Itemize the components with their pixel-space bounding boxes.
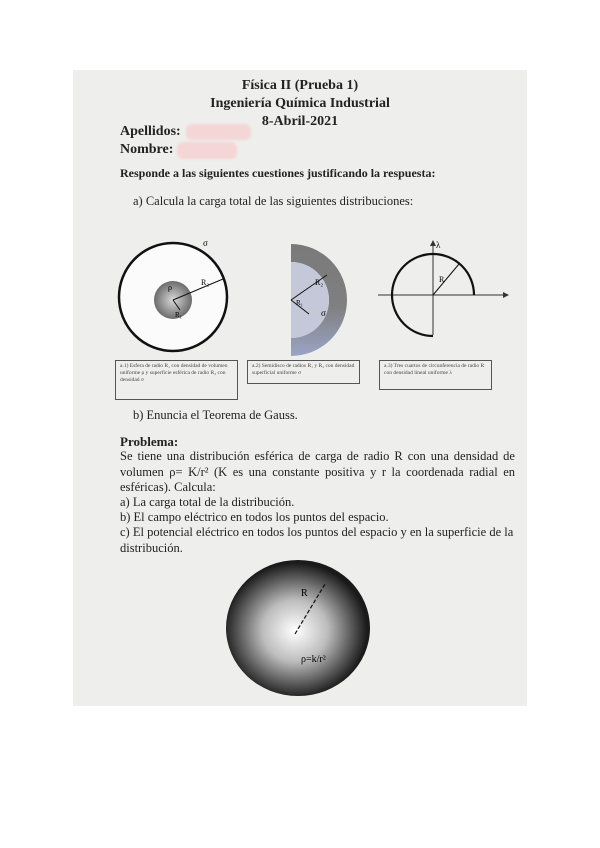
caption-a1: a.1) Esfera de radio R₁ con densidad de volumen uniforme ρ y superficie esférica de radio R₂ con densidad σ <box>115 360 238 400</box>
sigma-label: σ <box>321 308 326 318</box>
exam-title: Física II (Prueba 1) <box>241 78 359 93</box>
nombre-label: Nombre: <box>120 142 174 157</box>
lambda-label: λ <box>436 240 441 250</box>
figure-three-quarter-arc <box>373 240 513 340</box>
problem-heading: Problema: <box>120 434 179 449</box>
density-label: ρ=k/r² <box>301 654 326 665</box>
problem-item-a: a) La carga total de la distribución. <box>120 495 295 509</box>
question-b: b) Enuncia el Teorema de Gauss. <box>133 408 298 422</box>
r1-label: R₁ <box>175 311 183 319</box>
r-label: R <box>439 275 445 284</box>
caption-a3: a.3) Tres cuartos de circunferencia de radio R con densidad lineal uniforme λ <box>379 360 492 390</box>
r2-label: R₂ <box>201 278 210 287</box>
problem-item-b: b) El campo eléctrico en todos los puntos del espacio. <box>120 510 389 524</box>
exam-sheet <box>73 70 527 706</box>
apellidos-label: Apellidos: <box>120 124 181 139</box>
redacted-surname <box>186 124 251 140</box>
degree-name: Ingeniería Química Industrial <box>210 96 390 111</box>
problem-item-c: c) El potencial eléctrico en todos los puntos del espacio y en la superficie de la distribución. <box>120 525 514 555</box>
x-axis-arrow <box>503 292 509 298</box>
figure-sphere-shell <box>113 240 243 355</box>
r2-label: R₂ <box>315 278 324 287</box>
instruction-text: Responde a las siguientes cuestiones justificando la respuesta: <box>120 166 436 180</box>
caption-a2: a.2) Semidisco de radios R₁ y R₂ con densidad superficial uniforme σ <box>247 360 360 384</box>
exam-date: 8-Abril-2021 <box>261 114 339 129</box>
question-a: a) Calcula la carga total de las siguientes distribuciones: <box>133 194 414 208</box>
rho-label: ρ <box>168 283 172 292</box>
figure-charged-sphere <box>223 558 373 698</box>
redacted-name <box>177 142 237 159</box>
figure-half-annulus <box>285 238 375 358</box>
r1-label: R₁ <box>296 299 304 307</box>
problem-statement: Se tiene una distribución esférica de carga de radio R con una densidad de volumen ρ= K/r² (K es una constante positiva y r la coordenada radial en esféricas). Calcula: <box>120 449 515 494</box>
radius-line <box>433 264 459 295</box>
sigma-label: σ <box>203 240 208 248</box>
sphere-r-label: R <box>301 588 308 599</box>
